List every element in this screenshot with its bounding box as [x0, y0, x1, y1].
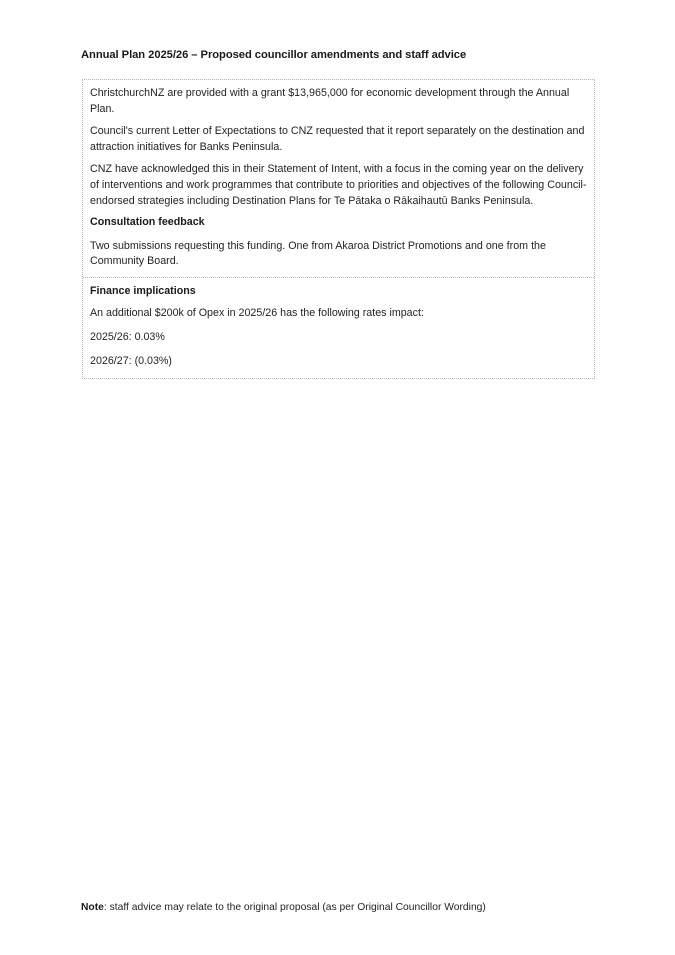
- footer-note-text: : staff advice may relate to the original proposal (as per Original Councillor Wording): [103, 902, 486, 913]
- footer-note: [81, 901, 621, 915]
- finance-implications-lead: An additional $200k of Opex in 2025/26 has the following rates impact:: [90, 306, 424, 319]
- consultation-feedback-heading: Consultation feedback: [90, 216, 205, 229]
- staff-advice-paragraph-grant: ChristchurchNZ are provided with a grant $13,965,000 for economic development through the Annual Plan.: [90, 87, 570, 115]
- amendment-table: [82, 79, 595, 379]
- staff-advice-paragraph-statement-of-intent: CNZ have acknowledged this in their Statement of Intent, with a focus in the coming year on the delivery of interventions and work programmes that contribute to priorities and objectives of the following Council-endorsed strategies including Destination Plans for Te Pātaka o Rākaihautū Banks Peninsula.: [90, 163, 587, 207]
- consultation-feedback-paragraph: Two submissions requesting this funding. One from Akaroa District Promotions and one from the Community Board.: [90, 239, 546, 268]
- rates-impact-2026-27: 2026/27: (0.03%): [90, 354, 172, 367]
- page-title: Annual Plan 2025/26 – Proposed councillor amendments and staff advice: [81, 48, 467, 61]
- footer-note-label: Note: [81, 902, 104, 913]
- table-row-finance-implications: [83, 277, 594, 378]
- table-row-staff-advice: [83, 80, 594, 277]
- rates-impact-2025-26: 2025/26: 0.03%: [90, 331, 165, 344]
- finance-implications-heading: Finance implications: [90, 284, 196, 297]
- staff-advice-paragraph-letter-of-expectations: Council's current Letter of Expectations to CNZ requested that it report separately on the destination and attraction initiatives for Banks Peninsula.: [90, 125, 585, 153]
